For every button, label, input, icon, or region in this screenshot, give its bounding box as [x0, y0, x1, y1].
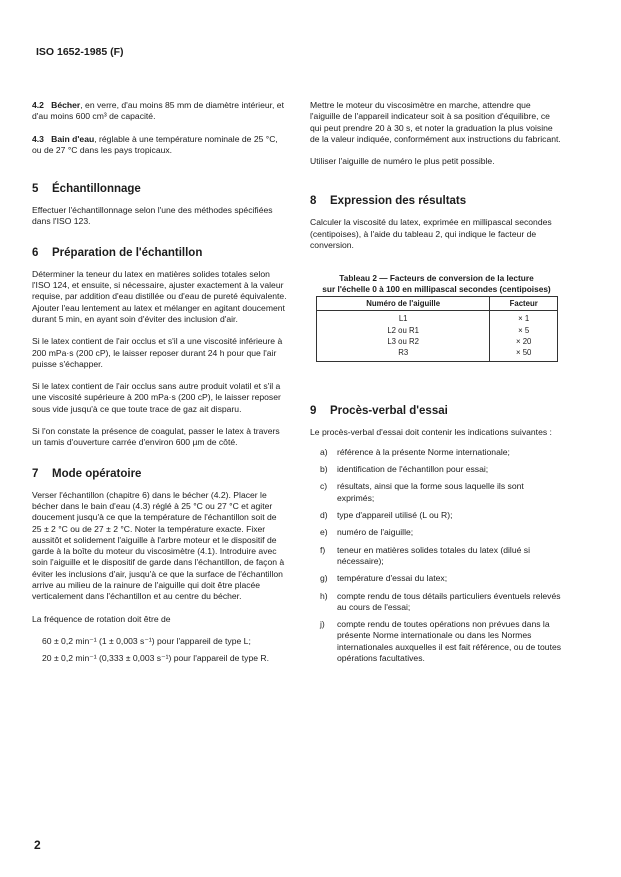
needle-choice-para: Utiliser l'aiguille de numéro le plus petit possible. [310, 156, 495, 167]
section-8-para: Calculer la viscosité du latex, exprimée en millipascal secondes (centipoises), à l'aide du tableau 2, qui indique le facteur de conversion. [310, 217, 552, 251]
rotation-formula-l: 60 ± 0,2 min⁻¹ (1 ± 0,003 s⁻¹) pour l'appareil de type L; [42, 635, 251, 646]
report-items-list [310, 447, 563, 664]
clause-text: , réglable à une température nominale de 25 °C, ou de 27 °C dans les pays tropicaux. [32, 133, 278, 155]
section-heading-7: 7 Mode opératoire [32, 467, 142, 480]
section-7-para-2: La fréquence de rotation doit être de [32, 613, 171, 624]
section-5-para: Effectuer l'échantillonnage selon l'une des méthodes spécifiées dans l'ISO 123. [32, 205, 273, 227]
section-7-para-1: Verser l'échantillon (chapitre 6) dans le bécher (4.2). Placer le bécher dans le bain d'eau (4.3) réglé à 25 °C ou 27 °C et agiter doucement jusqu'à ce que la température de l'échantillon soit de 25 ± 2 °C ou de 27 ± 2 °C. Noter la température exacte. Fixer aussitôt et solidement l'aiguille à l'arbre moteur et le dispositif de garde à la boîte du moteur du viscosimètre (4.1). Introduire avec soin l'aiguille et le dispositif de garde dans l'échantillon, de façon à éviter les inclusions d'air, jusqu'à ce que la surface de l'échantillon arrive au milieu de la rainure de l'aiguille qui doit être placée verticalement dans l'échantillon et au centre du bécher. [32, 489, 285, 602]
table-row: L2 ou R1 × 5 [317, 325, 558, 336]
table-row: R3 × 50 [317, 347, 558, 361]
section-9-intro: Le procès-verbal d'essai doit contenir les indications suivantes : [310, 426, 552, 437]
clause-4-2 [32, 100, 288, 123]
section-6-para-4: Si l'on constate la présence de coagulat, passer le latex à travers un tamis d'ouverture carrée d'environ 600 µm de côté. [32, 426, 280, 448]
list-item: h) compte rendu de tous détails particuliers éventuels relevés au cours de l'essai; [320, 590, 561, 612]
table-header-factor: Facteur [490, 297, 558, 311]
clause-4-3 [32, 134, 288, 157]
section-heading-9: 9 Procès-verbal d'essai [310, 404, 448, 417]
table-caption: Tableau 2 — Facteurs de conversion de la lecture sur l'échelle 0 à 100 en millipascal secondes (centipoises) [322, 273, 551, 294]
right-column [310, 100, 563, 670]
section-6-para-1: Déterminer la teneur du latex en matières solides totales selon l'ISO 124, et ensuite, si nécessaire, ajuster exactement à la valeur requise, par addition d'eau distillée ou d'eau de pureté équivalente. Ajouter l'eau lentement au latex et mélanger en agitant doucement durant 5 min, en ayant soin d'éviter des inclusion d'air. [32, 268, 287, 324]
document-header: ISO 1652-1985 (F) [36, 46, 124, 58]
left-column [32, 100, 288, 676]
clause-term: Bécher [51, 100, 81, 110]
section-heading-6: 6 Préparation de l'échantillon [32, 246, 203, 259]
clause-text: , en verre, d'au moins 85 mm de diamètre intérieur, et d'au moins 600 cm³ de capacité. [32, 100, 284, 122]
list-item: j) compte rendu de toutes opérations non prévues dans la présente Norme internationale ou dans les Normes internationales auxquelles il est fait référence, ou de toutes opérations facultatives. [320, 619, 562, 664]
list-item: c) résultats, ainsi que la forme sous laquelle ils sont exprimés; [320, 481, 524, 503]
table-row: L3 ou R2 × 20 [317, 336, 558, 347]
list-item: a) référence à la présente Norme internationale; [320, 446, 510, 457]
clause-number: 4.3 [32, 133, 44, 144]
section-heading-8: 8 Expression des résultats [310, 195, 467, 208]
clause-number: 4.2 [32, 100, 44, 110]
list-item: b) identification de l'échantillon pour essai; [320, 464, 489, 475]
table-header-needle: Numéro de l'aiguille [317, 297, 490, 311]
clause-term: Bain d'eau [51, 133, 95, 144]
procedure-continued-para: Mettre le moteur du viscosimètre en marche, attendre que l'aiguille de l'appareil indicateur soit à sa position d'équilibre, ce qui peut prendre 20 à 30 s, et noter la graduation la plus voisine de la valeur indiquée, conformément aux instructions du fabricant. [310, 100, 561, 144]
list-item: g) température d'essai du latex; [320, 573, 448, 584]
page-number: 2 [34, 838, 41, 852]
conversion-table [316, 296, 558, 361]
list-item: d) type d'appareil utilisé (L ou R); [320, 510, 453, 521]
rotation-formula-r: 20 ± 0,2 min⁻¹ (0,333 ± 0,003 s⁻¹) pour l'appareil de type R. [42, 653, 269, 664]
section-heading-5: 5 Échantillonnage [32, 183, 141, 196]
list-item: e) numéro de l'aiguille; [320, 527, 414, 538]
table-row: L1 × 1 [317, 311, 558, 325]
section-6-para-3: Si le latex contient de l'air occlus sans autre produit volatil et s'il a une viscosité supérieure à 200 mPa·s (200 cP), le laisser reposer sous vide jusqu'à ce que toute trace de gaz ait disparu. [32, 381, 281, 414]
section-6-para-2: Si le latex contient de l'air occlus et s'il a une viscosité inférieure à 200 mPa·s (200 cP), le laisser reposer durant 24 h pour que l'air puisse s'échapper. [32, 336, 283, 369]
list-item: f) teneur en matières solides totales du latex (dilué si nécessaire); [320, 544, 530, 566]
